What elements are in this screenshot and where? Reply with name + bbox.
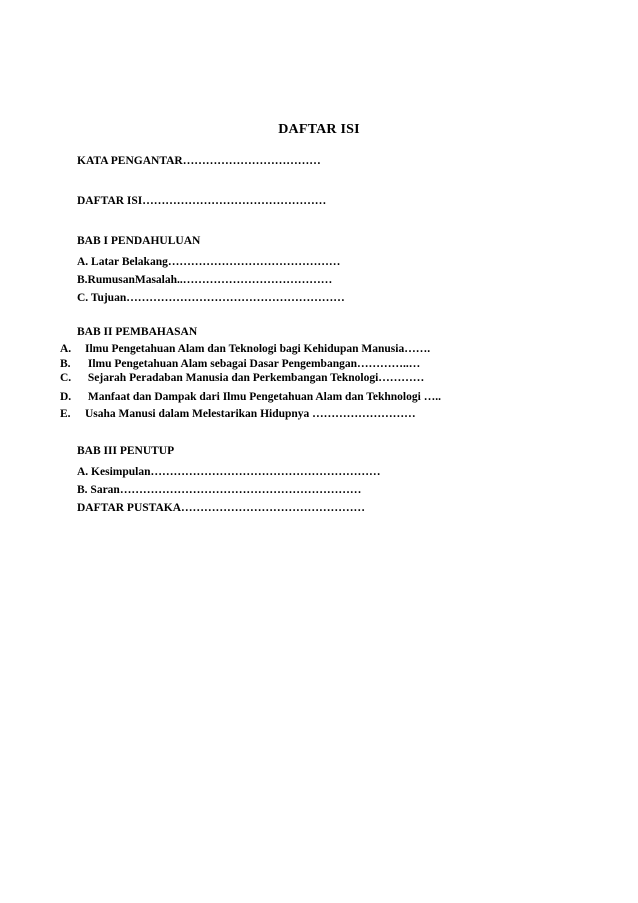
list-letter: B. [60, 358, 71, 370]
toc-entry-bab2-d [60, 390, 441, 404]
list-item-text: Ilmu Pengetahuan Alam dan Teknologi bagi Kehidupan Manusia……. [85, 343, 431, 355]
page-title: DAFTAR ISI [278, 122, 360, 137]
list-letter: A. [60, 343, 72, 355]
toc-entry-tujuan: C. Tujuan………………………………………………… [77, 292, 345, 304]
toc-entry-kata-pengantar: KATA PENGANTAR……………………………… [77, 155, 321, 167]
list-letter: D. [60, 391, 72, 403]
toc-entry-bab2-e [60, 407, 416, 421]
list-item-text: Sejarah Peradaban Manusia dan Perkembangan Teknologi………… [85, 372, 425, 384]
bab3-heading: BAB III PENUTUP [77, 445, 175, 457]
toc-entry-bab2-a [60, 342, 430, 356]
list-item-text: Manfaat dan Dampak dari Ilmu Pengetahuan Alam dan Tekhnologi ….. [85, 391, 441, 403]
list-item-text: Usaha Manusi dalam Melestarikan Hidupnya ……………………… [85, 408, 416, 420]
toc-entry-rumusan-masalah: B.RumusanMasalah..………………………………… [77, 274, 333, 286]
list-item-text: Ilmu Pengetahuan Alam sebagai Dasar Pengembangan…………..… [85, 358, 421, 370]
toc-entry-saran: B. Saran……………………………………………………… [77, 484, 362, 496]
toc-entry-daftar-isi: DAFTAR ISI………………………………………… [77, 195, 327, 207]
bab2-heading: BAB II PEMBAHASAN [77, 326, 198, 338]
list-letter: C. [60, 372, 72, 384]
bab1-heading: BAB I PENDAHULUAN [77, 235, 201, 247]
list-letter: E. [60, 408, 71, 420]
toc-entry-daftar-pustaka: DAFTAR PUSTAKA………………………………………… [77, 502, 366, 514]
toc-entry-kesimpulan: A. Kesimpulan…………………………………………………… [77, 466, 381, 478]
toc-entry-latar-belakang: A. Latar Belakang……………………………………… [77, 256, 341, 268]
toc-entry-bab2-c [60, 371, 424, 385]
toc-entry-bab2-b [60, 357, 420, 371]
